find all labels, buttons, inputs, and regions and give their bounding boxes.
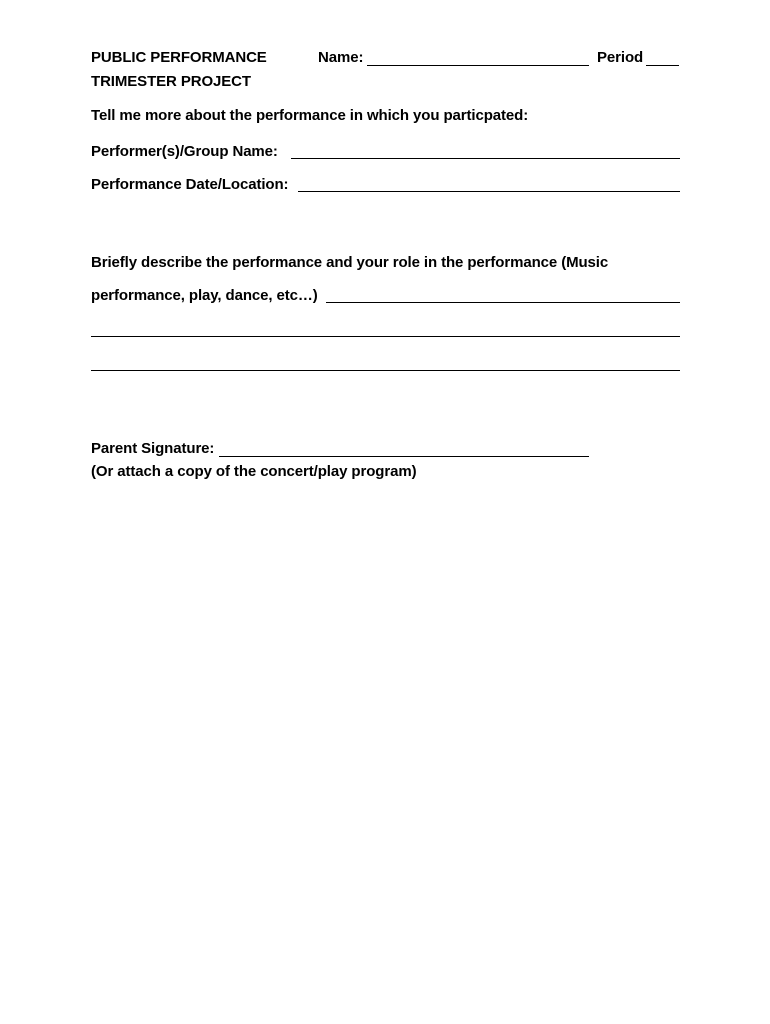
worksheet-title-line2: TRIMESTER PROJECT [91, 73, 251, 90]
description-field-line-1[interactable] [326, 302, 680, 303]
worksheet-title-line1: PUBLIC PERFORMANCE [91, 49, 267, 66]
description-prompt-line1: Briefly describe the performance and your role in the performance (Music [91, 254, 609, 271]
intro-prompt: Tell me more about the performance in which you particpated: [91, 107, 529, 124]
program-attachment-note: (Or attach a copy of the concert/play program) [91, 463, 417, 480]
performer-field-line[interactable] [291, 158, 680, 159]
name-field-line[interactable] [367, 65, 589, 66]
parent-signature-label: Parent Signature: [91, 440, 215, 457]
period-label: Period [597, 49, 644, 66]
period-field-line[interactable] [646, 65, 679, 66]
description-field-line-3[interactable] [91, 370, 680, 371]
description-field-line-2[interactable] [91, 336, 680, 337]
performer-label: Performer(s)/Group Name: [91, 143, 278, 160]
description-prompt-line2: performance, play, dance, etc…) [91, 287, 318, 304]
parent-signature-line[interactable] [219, 456, 589, 457]
date-location-field-line[interactable] [298, 191, 680, 192]
date-location-label: Performance Date/Location: [91, 176, 289, 193]
name-label: Name: [318, 49, 364, 66]
